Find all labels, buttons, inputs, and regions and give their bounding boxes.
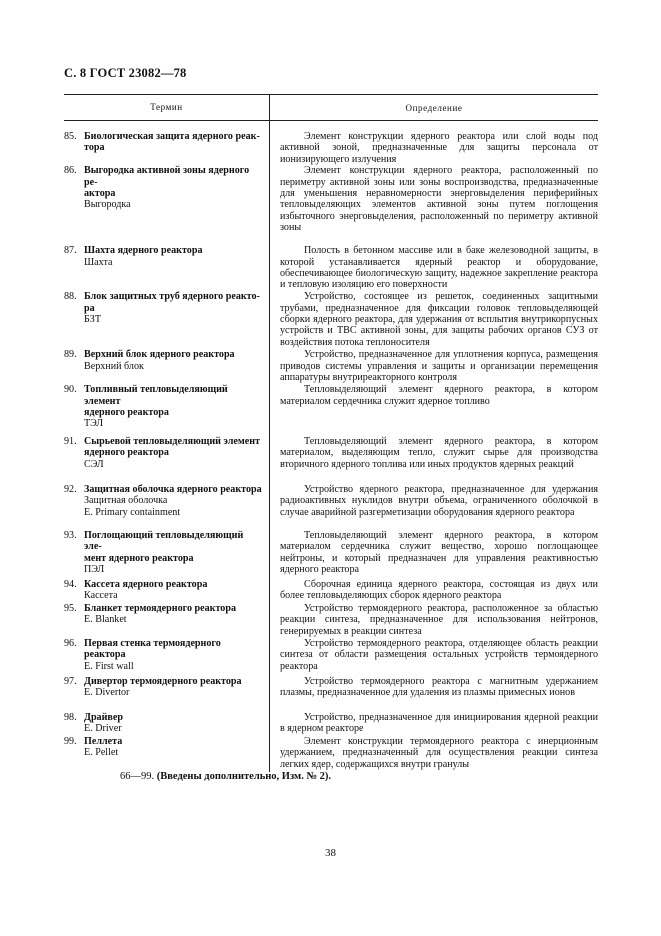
table-row (64, 579, 598, 603)
term-synonym: E. Divertor (84, 687, 130, 699)
definition-text: Устройство термоядерного реактора с магнитным удержанием плазмы, предназначенное для удаления из плазмы примесных ионов (280, 675, 598, 699)
term-name: Драйвер (84, 711, 123, 723)
page-number: 38 (325, 847, 336, 859)
term-name: Защитная оболочка ядерного реактора (84, 483, 262, 495)
term-synonym: БЗТ (84, 314, 102, 326)
term-name: Биологическая защита ядерного реак- (84, 131, 260, 142)
definition-text: Тепловыделяющий элемент ядерного реактора, в котором материалом, выделяющим тепло, служит сырье для производства вторичного ядерного топлива или иных продуктов ядерных реакций (280, 435, 598, 470)
term-line (64, 407, 263, 418)
term-cell (64, 676, 269, 712)
term-name: ядерного реактора (84, 407, 169, 419)
term-synonym: E. First wall (84, 660, 134, 672)
column-header-definition: Определение (405, 102, 463, 113)
term-synonym: E. Driver (84, 723, 122, 735)
term-line (64, 245, 263, 256)
term-cell (64, 603, 269, 638)
term-number: 92. (64, 483, 77, 495)
term-number (64, 303, 84, 314)
term-line (64, 553, 263, 564)
term-number: 94. (64, 578, 77, 590)
definition-text: Элемент конструкции термоядерного реактора с инерционным удержанием, предназначенный для осуществления реакции синтеза легких ядер, содержащихся внутри гранулы (280, 735, 598, 770)
term-cell (64, 484, 269, 530)
term-synonym: Выгородка (84, 199, 131, 211)
definition-cell (269, 436, 598, 484)
term-cell (64, 712, 269, 736)
term-synonym: Защитная оболочка (84, 495, 168, 507)
term-number: 95. (64, 602, 77, 614)
definition-text: Устройство, предназначенное для инициирования ядерной реакции в ядерном реакторе (280, 711, 598, 735)
term-number: 98. (64, 711, 77, 723)
definition-text: Устройство ядерного реактора, предназначенное для удержания радиоактивных нуклидов внутри объема, ограниченного оболочкой в случае аварийной разгерметизации оборудования ядерного реактора (280, 483, 598, 518)
table-row (64, 530, 598, 579)
table-row (64, 245, 598, 291)
term-line (64, 603, 263, 614)
term-synonym: ТЭЛ (84, 418, 104, 430)
term-line (64, 142, 263, 153)
footnote (120, 771, 331, 782)
table-body (64, 121, 598, 772)
term-number: 93. (64, 529, 77, 541)
definition-cell (269, 736, 598, 772)
term-cell (64, 165, 269, 245)
term-line (64, 349, 263, 360)
definition-cell (269, 638, 598, 676)
definition-cell (269, 384, 598, 430)
term-number (64, 407, 84, 418)
term-cell (64, 245, 269, 291)
definition-text: Устройство, состоящее из решеток, соединенных защитными трубами, предназначенное для фиксации головок тепловыделяющей сборки ядерного реактора, для удержания от всплытия внутрикорпусных устройств и ТВС активной зоны, для защиты рабочих органов СУЗ от воздействия потока теплоносителя (280, 291, 598, 348)
term-line (64, 165, 263, 188)
term-line (64, 638, 263, 661)
term-synonym: E. Blanket (84, 614, 127, 626)
definition-text: Элемент конструкции ядерного реактора или слой воды под активной зоной, предназначенные для защиты персонала от ионизирующего излучения (280, 131, 598, 165)
term-line (64, 676, 263, 687)
definition-cell (269, 712, 598, 736)
table-row (64, 484, 598, 530)
table-row (64, 736, 598, 772)
definition-cell (269, 131, 598, 165)
table-row (64, 291, 598, 349)
term-line (64, 384, 263, 407)
column-header-term: Термин (64, 95, 270, 120)
term-name: ра (84, 302, 95, 314)
term-cell (64, 638, 269, 676)
term-name: тора (84, 142, 105, 154)
table-row (64, 638, 598, 676)
term-name: мент ядерного реактора (84, 552, 194, 564)
table-row (64, 436, 598, 484)
definition-cell (269, 603, 598, 638)
term-synonym: Шахта (84, 256, 113, 268)
definition-text: Тепловыделяющий элемент ядерного реактора, в котором материалом сердечника служит ядерное топливо (280, 384, 598, 407)
page-header: С. 8 ГОСТ 23082—78 (64, 66, 187, 80)
term-cell (64, 349, 269, 384)
term-number: 88. (64, 291, 77, 303)
term-cell (64, 579, 269, 603)
term-name: ядерного реактора (84, 447, 169, 459)
definition-cell (269, 676, 598, 712)
term-synonym: СЭЛ (84, 458, 104, 470)
term-cell (64, 530, 269, 579)
term-name: Верхний блок ядерного реактора (84, 349, 235, 361)
terms-table (64, 94, 598, 772)
term-synonym: Верхний блок (84, 360, 144, 372)
term-name: Шахта ядерного реактора (84, 245, 203, 257)
footnote-range: 66—99. (120, 771, 155, 782)
definition-text: Устройство, предназначенное для уплотнения корпуса, размещения приводов системы управления и защиты и организации перемещения аппаратуры внутриреакторного контроля (280, 349, 598, 384)
term-name: Кассета ядерного реактора (84, 578, 208, 590)
term-line (64, 436, 263, 447)
term-name: Пеллета (84, 735, 123, 747)
term-synonym: ПЭЛ (84, 564, 105, 576)
term-line (64, 712, 263, 723)
definition-cell (269, 291, 598, 349)
definition-cell (269, 165, 598, 245)
term-number: 99. (64, 735, 77, 747)
term-number: 96. (64, 637, 77, 649)
term-cell (64, 736, 269, 772)
definition-cell (269, 245, 598, 291)
term-cell (64, 436, 269, 484)
term-name: Первая стенка термоядерного реактора (84, 637, 221, 661)
term-line (64, 484, 263, 495)
definition-cell (269, 484, 598, 530)
table-row (64, 712, 598, 736)
term-name: Топливный тепловыделяющий элемент (84, 384, 228, 407)
table-row (64, 165, 598, 245)
definition-text: Сборочная единица ядерного реактора, состоящая из двух или более тепловыделяющих сборок ядерного реактора (280, 578, 598, 602)
term-number: 87. (64, 245, 77, 257)
term-synonym: E. Primary containment (84, 506, 181, 518)
table-row (64, 131, 598, 165)
term-line (64, 188, 263, 199)
term-line (64, 530, 263, 553)
term-name: Сырьевой тепловыделяющий элемент (84, 435, 260, 447)
definition-text: Тепловыделяющий элемент ядерного реактора, в котором материалом сердечника служит вещество, хорошо поглощающее нейтроны, и который предназначен для управления реактивностью ядерного реактора (280, 529, 598, 576)
definition-text: Полость в бетонном массиве или в баке железоводной защиты, в которой устанавливается ядерный реактор и оборудование, обеспечивающее биологическую защиту, надежное закрепление реактора и тепловую изоляцию его поверхности (280, 245, 598, 291)
term-name: Бланкет термоядерного реактора (84, 602, 237, 614)
definition-text: Устройство термоядерного реактора, отделяющее область реакции синтеза от области размещения остальных устройств термоядерного реактора (280, 637, 598, 672)
table-row (64, 676, 598, 712)
term-name: Блок защитных труб ядерного реакто- (84, 291, 260, 303)
term-name: актора (84, 188, 116, 200)
term-line (64, 736, 263, 747)
definition-cell (269, 579, 598, 603)
definition-text: Элемент конструкции ядерного реактора, расположенный по периметру активной зоны или зоны воспроизводства, предназначенные для уменьшения неравномерности энерговыделения периферийных тепловыделяющих элементов активной зоны путем поглощения избыточного энерговыделения, расположенный по периметру активной зоны (280, 165, 598, 234)
term-line (64, 131, 263, 142)
term-number (64, 447, 84, 458)
term-cell (64, 384, 269, 430)
term-number: 85. (64, 131, 77, 142)
table-header (64, 94, 598, 121)
term-line (64, 447, 263, 458)
footnote-note: (Введены дополнительно, Изм. № 2). (156, 771, 331, 782)
table-row (64, 603, 598, 638)
term-line (64, 303, 263, 314)
term-number: 89. (64, 349, 77, 361)
term-cell (64, 291, 269, 349)
term-synonym: E. Pellet (84, 747, 119, 759)
definition-cell (269, 530, 598, 579)
table-row (64, 384, 598, 430)
term-number: 90. (64, 384, 77, 396)
term-line (64, 291, 263, 302)
term-number: 91. (64, 435, 77, 447)
term-line (64, 579, 263, 590)
term-synonym: Кассета (84, 590, 118, 602)
term-number (64, 142, 84, 153)
term-name: Дивертор термоядерного реактора (84, 675, 242, 687)
table-row (64, 349, 598, 384)
term-name: Поглощающий тепловыделяющий эле- (84, 529, 244, 553)
definition-cell (269, 349, 598, 384)
term-cell (64, 131, 269, 165)
term-name: Выгородка активной зоны ядерного ре- (84, 165, 250, 188)
definition-text: Устройство термоядерного реактора, расположенное за областью реакции синтеза, предназначенное для использования нейтронов, генерируемых в реакции синтеза (280, 602, 598, 637)
term-number (64, 188, 84, 199)
term-number: 97. (64, 675, 77, 687)
term-number (64, 553, 84, 564)
term-number: 86. (64, 165, 77, 177)
